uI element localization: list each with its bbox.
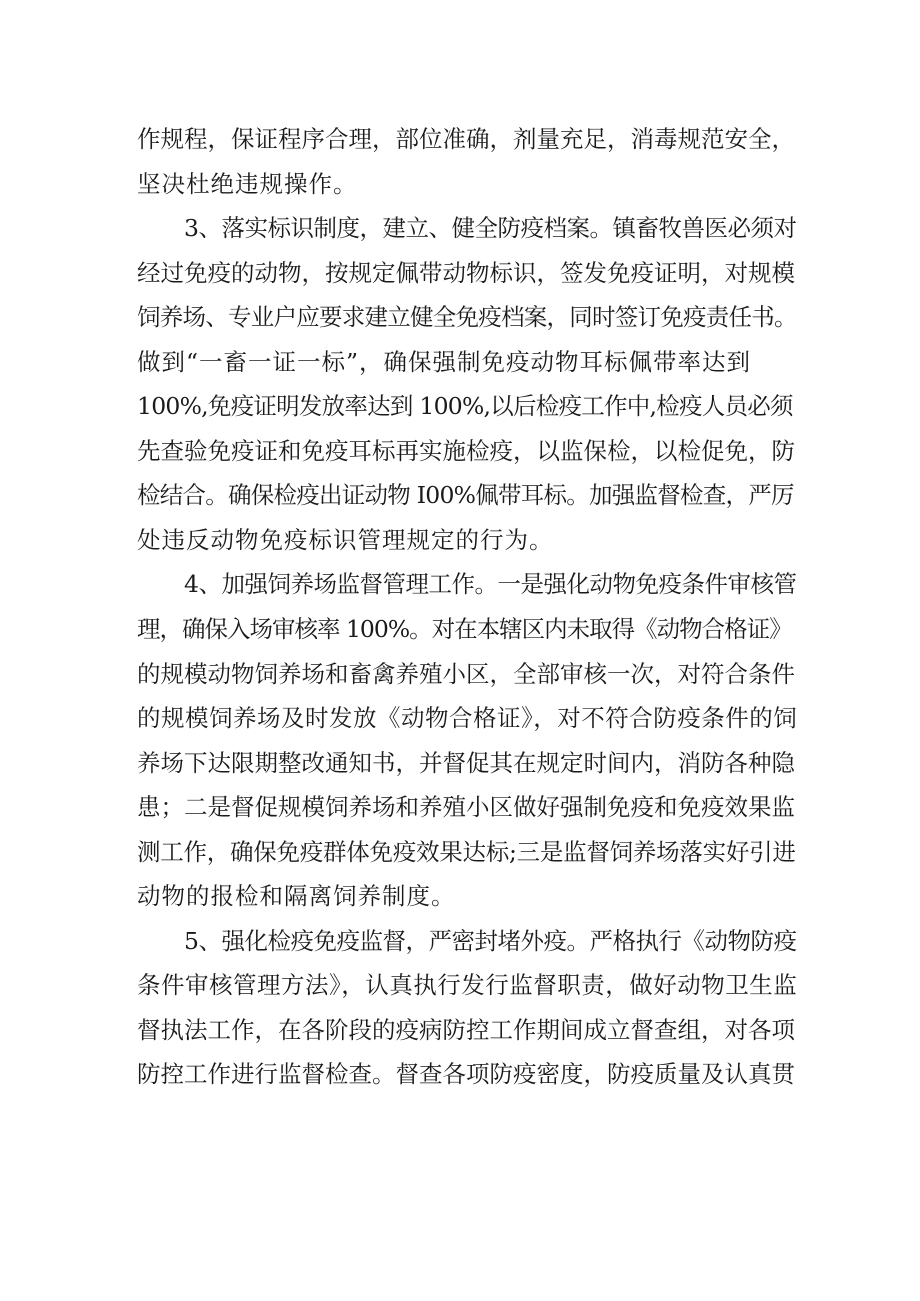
text-line: 100%,免疫证明发放率达到 100%,以后检疫工作中,检疫人员必须 <box>137 392 793 421</box>
text-line: 的规模饲养场及时发放《动物合格证》，对不符合防疫条件的饲 <box>137 704 798 733</box>
text-line: 养场下达限期整改通知书，并督促其在规定时间内，消防各种隐 <box>137 748 795 777</box>
body-text <box>137 117 797 1097</box>
text-line: 督执法工作，在各阶段的疫病防控工作期间成立督查组，对各项 <box>137 1015 795 1044</box>
text-line: 先查验免疫证和免疫耳标再实施检疫，以监保检，以检促免，防 <box>137 436 795 465</box>
text-line: 饲养场、专业户应要求建立健全免疫档案，同时签订免疫责任书。 <box>137 303 797 332</box>
text-line: 作规程，保证程序合理，部位准确，剂量充足，消毒规范安全， <box>137 125 795 153</box>
text-line: 坚决杜绝违规操作。 <box>137 169 358 198</box>
paragraph-3-start: 3、落实标识制度，建立、健全防疫档案。镇畜牧兽医必须对 <box>184 214 797 243</box>
text-line: 患；二是督促规模饲养场和养殖小区做好强制免疫和免疫效果监 <box>137 793 795 822</box>
text-line: 的规模动物饲养场和畜禽养殖小区，全部审核一次，对符合条件 <box>137 659 795 688</box>
text-line: 经过免疫的动物，按规定佩带动物标识，签发免疫证明，对规模 <box>137 258 795 287</box>
text-line: 防控工作进行监督检查。督查各项防疫密度，防疫质量及认真贯 <box>137 1060 795 1089</box>
text-line: 处违反动物免疫标识管理规定的行为。 <box>137 525 554 554</box>
text-line: 检结合。确保检疫出证动物 I00%佩带耳标。加强监督检查，严厉 <box>137 481 794 510</box>
paragraph-5-start: 5、强化检疫免疫监督，严密封堵外疫。严格执行《动物防疫 <box>184 926 797 955</box>
text-line: 测工作，确保免疫群体免疫效果达标;三是监督饲养场落实好引进 <box>137 837 796 866</box>
text-line: 动物的报检和隔离饲养制度。 <box>137 882 456 911</box>
text-line: 理，确保入场审核率 100%。对在本辖区内未取得《动物合格证》 <box>137 615 792 644</box>
text-line: 条件审核管理方法》，认真执行发行监督职责，做好动物卫生监 <box>137 971 798 1000</box>
paragraph-4-start: 4、加强饲养场监督管理工作。一是强化动物免疫条件审核管 <box>184 570 797 599</box>
text-line: 做到“一畜一证一标”，确保强制免疫动物耳标佩带率达到 <box>137 347 752 376</box>
